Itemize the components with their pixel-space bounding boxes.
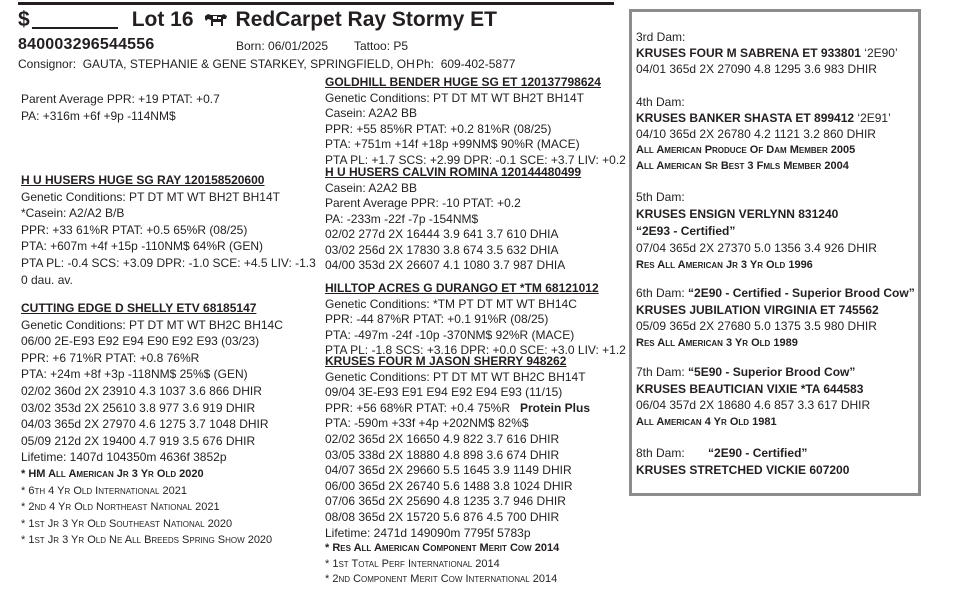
text-line: Genetic Conditions: PT DT MT WT BH2T BH14T: [21, 189, 280, 204]
sire-sire-name: GOLDHILL BENDER HUGE SG ET 120137798624: [325, 75, 601, 89]
text-line: PA: +316m +6f +9p -114NM$: [21, 108, 176, 123]
dam-name: CUTTING EDGE D SHELLY ETV 68185147: [21, 301, 257, 315]
text-line: PTA: +607m +4f +15p -110NM$ 64%R (GEN): [21, 239, 263, 254]
text-line: PTA: -497m -24f -10p -370NM$ 92%R (MACE): [325, 327, 575, 342]
sire-name: H U HUSERS HUGE SG RAY 120158520600: [21, 173, 265, 187]
text-line: PPR: -44 87%R PTAT: +0.1 91%R (08/25): [325, 312, 549, 326]
text-line: 02/02 277d 2X 16444 3.9 641 3.7 610 DHIA: [325, 227, 559, 241]
seventh-dam: [636, 364, 870, 430]
dam-sire-block: [325, 281, 626, 359]
award-line: Res All American Jr 3 Yr Old 1996: [636, 259, 813, 271]
cow-icon: [204, 11, 228, 29]
dam-name: KRUSES FOUR M SABRENA ET 933801 ‘2E90’: [636, 46, 898, 60]
text-line: PTA: +24m +8f +3p -118NM$ 25%$ (GEN): [21, 367, 248, 382]
dam-name: KRUSES JUBILATION VIRGINIA ET 745562: [636, 302, 879, 317]
text-line: 04/03 365d 2X 27970 4.6 1275 3.7 1048 DHIR: [21, 417, 269, 432]
text-line: Casein: A2A2 BB: [325, 106, 418, 120]
award-line: All American Sr Best 3 Fmls Member 2004: [636, 160, 849, 172]
text-line: PTA: +751m +14f +18p +99NM$ 90%R (MACE): [325, 137, 580, 151]
text-line: 04/07 365d 2X 29660 5.5 1645 3.9 1149 DHIR: [325, 463, 572, 478]
text-line: PPR: +33 61%R PTAT: +0.5 65%R (08/25): [21, 222, 248, 237]
dam-label: 4th Dam:: [636, 95, 685, 109]
sire-dam-name: H U HUSERS CALVIN ROMINA 120144480499: [325, 165, 582, 179]
text-line: PTA: -590m +33f +4p +202NM$ 82%$: [325, 416, 529, 431]
text-line: PPR: +55 85%R PTAT: +0.2 81%R (08/25): [325, 121, 552, 136]
tattoo: Tattoo: P5: [354, 39, 409, 53]
text-line: 04/00 353d 2X 26607 4.1 1080 3.7 987 DHIA: [325, 258, 566, 272]
text-line: PA: -233m -22f -7p -154NM$: [325, 211, 479, 226]
text-line: PTA PL: -1.8 SCS: +3.16 DPR: +0.0 SCE: +3.0 LIV: +1.2: [325, 343, 626, 357]
lot-number: Lot 16: [131, 8, 194, 32]
text-line: 05/09 212d 2X 19400 4.7 919 3.5 676 DHIR: [21, 433, 256, 448]
eighth-dam: [636, 445, 849, 478]
award-line: All American 4 Yr Old 1981: [636, 415, 777, 428]
award-line: * Res All American Component Merit Cow 2014: [325, 542, 560, 555]
text-line: PTA PL: -0.4 SCS: +3.09 DPR: -1.0 SCE: +4.5 LIV: -1.3: [21, 255, 316, 270]
dam-dam-name: KRUSES FOUR M JASON SHERRY 948262: [325, 354, 567, 368]
award-line: * 2nd Component Merit Cow International 2014: [325, 573, 558, 586]
consignor: Consignor: GAUTA, STEPHANIE & GENE STARKEY, SPRINGFIELD, OH: [18, 57, 415, 71]
dam-classification: “2E93 - Certified”: [636, 224, 736, 238]
text-line: 08/08 365d 2X 15720 5.6 876 4.5 700 DHIR: [325, 509, 560, 524]
text-line: 07/06 365d 2X 25690 4.8 1235 3.7 946 DHIR: [325, 494, 566, 509]
award-line: * 1st Jr 3 Yr Old Ne All Breeds Spring Show 2020: [21, 534, 273, 547]
animal-name: RedCarpet Ray Stormy ET: [235, 8, 497, 32]
text-line: 06/00 365d 2X 26740 5.6 1488 3.8 1024 DHIR: [325, 478, 573, 493]
dam-record: 04/01 365d 2X 27090 4.8 1295 3.6 983 DHIR: [636, 62, 877, 76]
text-line: PTA PL: +1.7 SCS: +2.99 DPR: -0.1 SCE: +3.7 LIV: +0.2: [325, 152, 626, 167]
price-blank: [32, 11, 118, 29]
text-line: Parent Average PPR: +19 PTAT: +0.7: [21, 92, 220, 106]
dam-record: 06/04 357d 2X 18680 4.6 857 3.3 617 DHIR: [636, 398, 871, 412]
dam-label: 3rd Dam:: [636, 30, 686, 44]
consignor-phone: Ph: 609-402-5877: [416, 57, 516, 71]
award-line: Res All American 3 Yr Old 1989: [636, 336, 798, 349]
registration-number: 840003296544556: [18, 36, 155, 53]
dam-label: 5th Dam:: [636, 190, 685, 204]
top-rule: [18, 2, 614, 5]
text-line: Genetic Conditions: PT DT MT WT BH2T BH14T: [325, 90, 584, 105]
text-line: 02/02 360d 2X 23910 4.3 1037 3.6 866 DHIR: [21, 383, 262, 398]
text-line: 03/02 256d 2X 17830 3.8 674 3.5 632 DHIA: [325, 242, 559, 257]
text-line: Parent Average PPR: -10 PTAT: +0.2: [325, 196, 521, 210]
text-line: 03/05 338d 2X 18880 4.8 898 3.6 674 DHIR: [325, 447, 560, 462]
dam-name: KRUSES STRETCHED VICKIE 607200: [636, 462, 850, 477]
third-dam: [636, 29, 898, 77]
dam-label: 7th Dam: “5E90 - Superior Brood Cow”: [636, 365, 856, 379]
award-line: * HM All American Jr 3 Yr Old 2020: [21, 467, 204, 480]
text-line: Lifetime: 2471d 149090m 7795f 5783p: [325, 525, 531, 540]
text-line: 06/00 2E-E93 E92 E94 E90 E92 E93 (03/23): [21, 334, 260, 349]
award-line: All American Produce Of Dam Member 2005: [636, 144, 856, 156]
text-line: PPR: +56 68%R PTAT: +0.4 75%R Protein Plus: [325, 400, 591, 415]
text-line: 03/02 353d 2X 25610 3.8 977 3.6 919 DHIR: [21, 400, 256, 415]
dam-block: [21, 300, 283, 549]
protein-plus-label: Protein Plus: [520, 400, 591, 415]
text-line: *Casein: A2/A2 B/B: [21, 206, 125, 221]
sire-block: [21, 172, 316, 288]
parent-average: [21, 91, 220, 124]
text-line: 02/02 365d 2X 16650 4.9 822 3.7 616 DHIR: [325, 431, 560, 446]
dam-label: 6th Dam: “2E90 - Certified - Superior Brood Cow”: [636, 286, 915, 300]
text-line: Genetic Conditions: PT DT MT WT BH2C BH14C: [21, 317, 283, 332]
dam-dam-block: [325, 354, 590, 588]
price-symbol: $: [18, 8, 30, 32]
dam-name: KRUSES BANKER SHASTA ET 899412 ‘2E91’: [636, 111, 891, 125]
dam-sire-name: HILLTOP ACRES G DURANGO ET *TM 68121012: [325, 281, 599, 295]
text-line: 0 dau. av.: [21, 272, 73, 287]
dam-name: KRUSES ENSIGN VERLYNN 831240: [636, 207, 839, 221]
fourth-dam: [636, 94, 891, 174]
lot-header: [18, 8, 618, 34]
text-line: Genetic Conditions: *TM PT DT MT WT BH14C: [325, 296, 577, 311]
award-line: * 6th 4 Yr Old International 2021: [21, 484, 187, 497]
sire-dam-block: [325, 165, 581, 274]
sixth-dam: [636, 285, 915, 351]
dam-record: 07/04 365d 2X 27370 5.0 1356 3.4 926 DHIR: [636, 241, 877, 255]
award-line: * 1st Total Perf International 2014: [325, 557, 500, 570]
dam-record: 05/09 365d 2X 27680 5.0 1375 3.5 980 DHIR: [636, 319, 877, 333]
text-line: Casein: A2A2 BB: [325, 180, 418, 195]
birth-date: Born: 06/01/2025: [236, 39, 329, 53]
award-line: * 1st Jr 3 Yr Old Southeast National 2020: [21, 517, 233, 530]
award-line: * 2nd 4 Yr Old Northeast National 2021: [21, 501, 220, 514]
text-line: Genetic Conditions: PT DT MT WT BH2C BH14T: [325, 369, 586, 384]
text-line: 09/04 3E-E93 E91 E94 E92 E94 E93 (11/15): [325, 385, 563, 400]
dam-name: KRUSES BEAUTICIAN VIXIE *TA 644583: [636, 381, 864, 396]
sire-sire-block: [325, 75, 626, 168]
text-line: Lifetime: 1407d 104350m 4636f 3852p: [21, 450, 227, 465]
dam-label: 8th Dam: “2E90 - Certified”: [636, 446, 808, 460]
fifth-dam: [636, 189, 877, 274]
dam-record: 04/10 365d 2X 26780 4.2 1121 3.2 860 DHIR: [636, 127, 876, 141]
text-line: PPR: +6 71%R PTAT: +0.8 76%R: [21, 350, 200, 365]
